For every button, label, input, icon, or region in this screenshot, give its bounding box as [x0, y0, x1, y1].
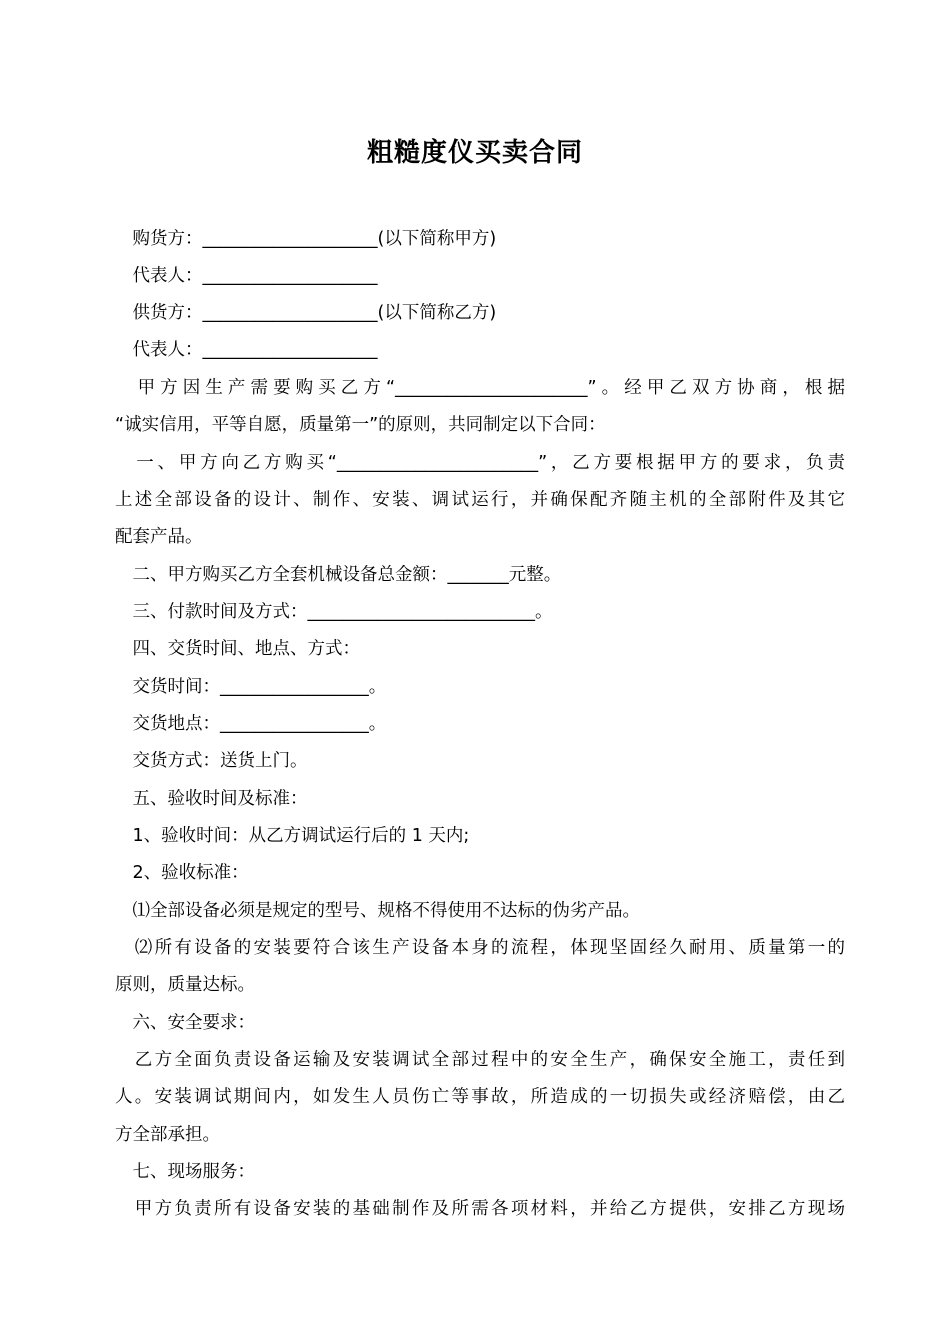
text-line: ⑴全部设备必须是规定的型号、规格不得使用不达标的伪劣产品。: [115, 901, 640, 921]
text-line: 原则，质量达标。: [115, 975, 255, 995]
text-line: 1、验收时间：从乙方调试运行后的 1 天内;: [115, 826, 470, 846]
text-line: 交货时间：_________________。: [115, 677, 387, 697]
text-line: 七、现场服务：: [115, 1162, 255, 1182]
text-line: 方全部承担。: [115, 1125, 220, 1145]
text-line: 上述全部设备的设计、制作、安装、调试运行，并确保配齐随主机的全部附件及其它: [115, 490, 845, 510]
text-line: 2、验收标准：: [115, 863, 249, 883]
document-title: 粗糙度仪买卖合同: [366, 138, 583, 168]
text-line: 一、甲方向乙方购买“_______________________”，乙方要根据甲方的要求，负责: [115, 453, 845, 473]
text-line: 购货方：____________________(以下简称甲方): [115, 229, 497, 249]
text-line: 六、安全要求：: [115, 1013, 255, 1033]
text-line: 代表人：____________________: [115, 340, 378, 360]
text-line: 甲方因生产需要购买乙方“______________________”。经甲乙双方协商，根据: [115, 378, 845, 398]
text-line: 甲方负责所有设备安装的基础制作及所需各项材料，并给乙方提供，安排乙方现场: [115, 1199, 845, 1219]
text-line: 代表人：____________________: [115, 266, 378, 286]
text-line: “诚实信用，平等自愿，质量第一”的原则，共同制定以下合同：: [115, 415, 606, 435]
text-line: 交货方式：送货上门。: [115, 751, 308, 771]
text-line: 配套产品。: [115, 527, 203, 547]
text-line: 供货方：____________________(以下简称乙方): [115, 303, 497, 323]
text-line: 四、交货时间、地点、方式：: [115, 639, 360, 659]
text-line: 乙方全面负责设备运输及安装调试全部过程中的安全生产，确保安全施工，责任到: [115, 1050, 845, 1070]
text-line: 人。安装调试期间内，如发生人员伤亡等事故，所造成的一切损失或经济赔偿，由乙: [115, 1087, 845, 1107]
text-line: 三、付款时间及方式：__________________________。: [115, 602, 553, 622]
text-line: ⑵所有设备的安装要符合该生产设备本身的流程，体现坚固经久耐用、质量第一的: [115, 938, 845, 958]
text-line: 二、甲方购买乙方全套机械设备总金额：_______元整。: [115, 565, 562, 585]
text-line: 交货地点：_________________。: [115, 714, 387, 734]
text-line: 五、验收时间及标准：: [115, 789, 308, 809]
